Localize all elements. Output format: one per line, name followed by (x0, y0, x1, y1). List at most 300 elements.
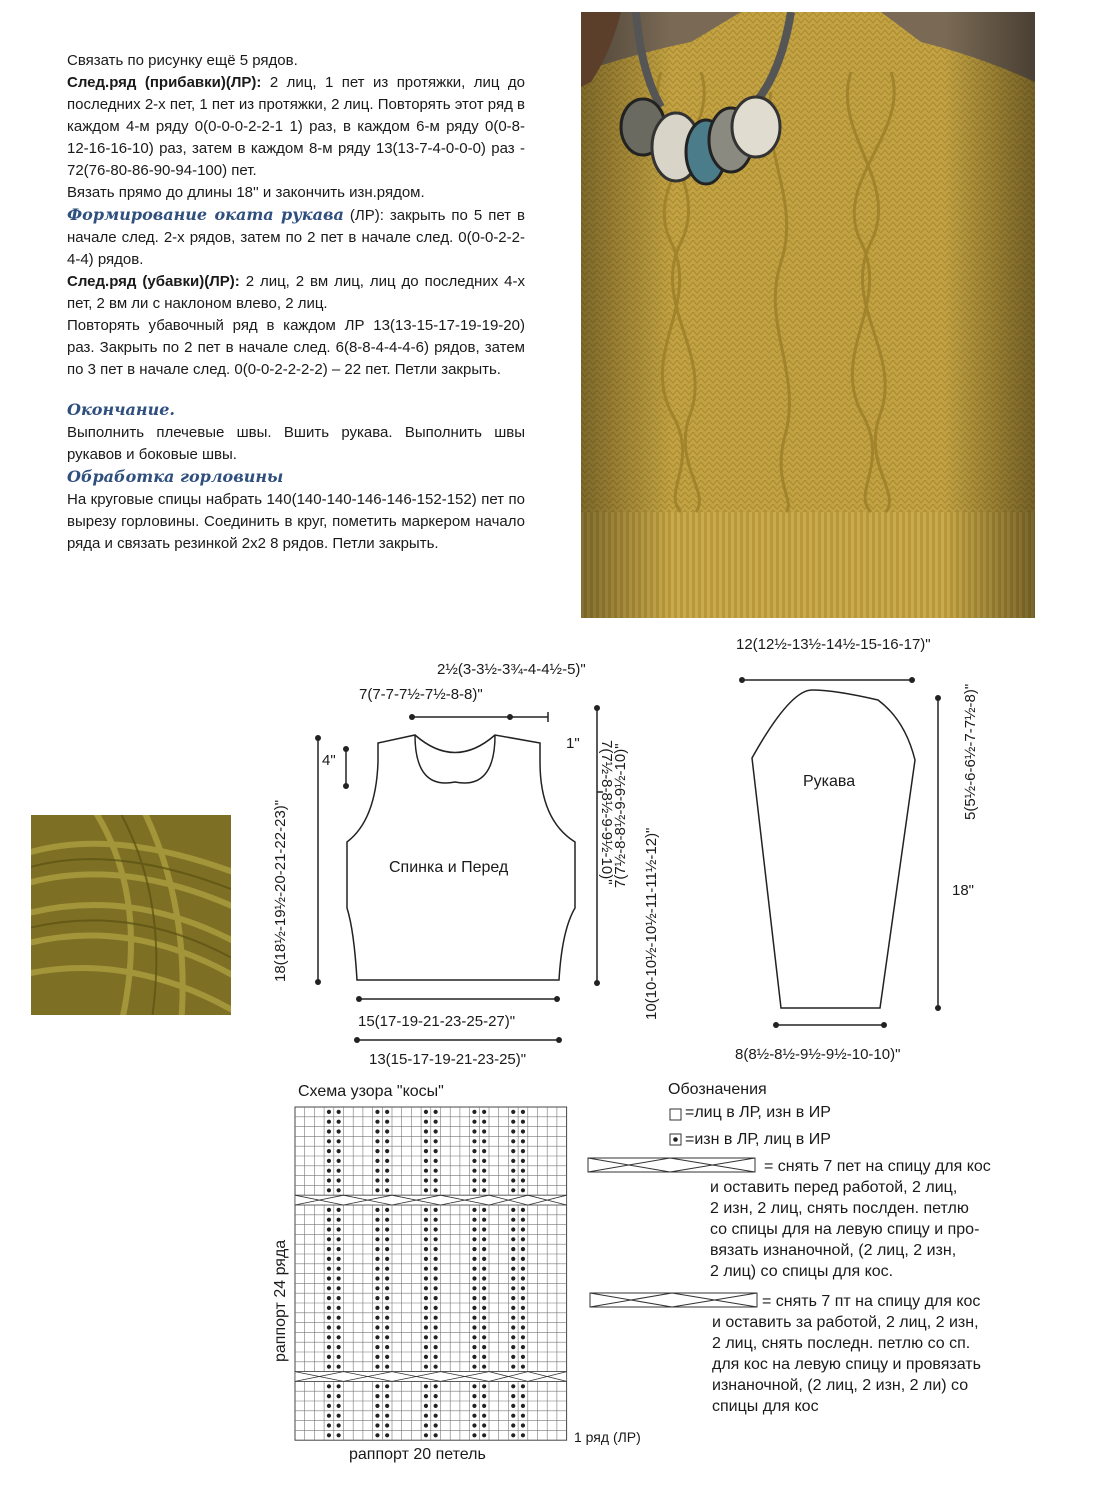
purl-dot (472, 1149, 476, 1153)
purl-dot (482, 1365, 486, 1369)
purl-dot (337, 1120, 341, 1124)
purl-dot (482, 1384, 486, 1388)
para-finishing: Выполнить плечевые швы. Вшить рукава. Выполнить швы рукавов и боковые швы. (67, 424, 525, 463)
purl-dot (385, 1394, 389, 1398)
legend-cable-front-line: = снять 7 пет на спицу для кос (764, 1158, 991, 1175)
purl-dot (424, 1404, 428, 1408)
purl-dot (424, 1149, 428, 1153)
purl-dot (511, 1345, 515, 1349)
para-increase-text: 2 лиц, 1 пет из протяжки, лиц до последних 2-х пет, 1 пет из протяжки, 2 лиц. Повторять этот ряд в каждом 4-м ряду 0(0-0-0-2-2-1 1) раз, в каждом 6-м ряду 0(0-8-12-16-16-10) раз, затем в каждом 8-м ряду 13(13-7-4-0-0-0) раз - 72(76-80-86-90-94-100) пет. (67, 74, 525, 179)
purl-dot (511, 1433, 515, 1437)
purl-dot (424, 1188, 428, 1192)
legend-cable-back-line: 2 лиц, снять последн. петлю со сп. (712, 1335, 971, 1352)
purl-dot (337, 1414, 341, 1418)
purl-dot (337, 1178, 341, 1182)
purl-dot (375, 1218, 379, 1222)
legend-cable-back-line: и оставить за работой, 2 лиц, 2 изн, (712, 1314, 979, 1331)
purl-dot (375, 1325, 379, 1329)
purl-dot (482, 1178, 486, 1182)
purl-dot (375, 1208, 379, 1212)
purl-dot (385, 1129, 389, 1133)
purl-dot (375, 1423, 379, 1427)
legend-cable-back-line: для кос на левую спицу и провязать (712, 1356, 981, 1373)
purl-dot (482, 1208, 486, 1212)
purl-dot (434, 1149, 438, 1153)
purl-dot (375, 1227, 379, 1231)
purl-dot (511, 1423, 515, 1427)
neck-depth-label: 2½(3-3½-3¾-4-4½-5)" (437, 661, 586, 678)
knit-symbol (670, 1109, 681, 1120)
purl-dot (482, 1120, 486, 1124)
purl-dot (337, 1306, 341, 1310)
purl-dot (482, 1169, 486, 1173)
purl-dot (521, 1129, 525, 1133)
purl-dot (511, 1384, 515, 1388)
height-label: 18(18½-19½-20-21-22-23)" (272, 799, 289, 982)
purl-dot (482, 1218, 486, 1222)
purl-dot (472, 1129, 476, 1133)
legend-cable-front-line: и оставить перед работой, 2 лиц, (710, 1179, 958, 1196)
purl-dot (385, 1188, 389, 1192)
purl-dot (472, 1286, 476, 1290)
purl-dot (327, 1110, 331, 1114)
purl-dot (327, 1276, 331, 1280)
purl-dot (521, 1433, 525, 1437)
purl-dot (482, 1433, 486, 1437)
purl-dot (434, 1306, 438, 1310)
purl-dot (385, 1227, 389, 1231)
purl-dot (482, 1316, 486, 1320)
chart-sts-label: раппорт 20 петель (349, 1446, 486, 1463)
purl-dot (385, 1149, 389, 1153)
sleeve-outline (752, 690, 915, 1008)
purl-dot (472, 1247, 476, 1251)
purl-dot (482, 1257, 486, 1261)
legend-cable-back (712, 1291, 981, 1417)
heading-finishing: Окончание. (67, 400, 175, 419)
purl-dot (521, 1404, 525, 1408)
purl-dot (375, 1365, 379, 1369)
purl-dot (385, 1178, 389, 1182)
purl-dot (327, 1120, 331, 1124)
purl-dot (327, 1129, 331, 1133)
armhole-label: 7(7½-8-8½-9-9½-10)" (612, 743, 629, 888)
purl-dot (327, 1306, 331, 1310)
purl-dot (424, 1257, 428, 1261)
purl-dot (521, 1159, 525, 1163)
purl-dot (385, 1433, 389, 1437)
purl-dot (327, 1208, 331, 1212)
purl-dot (385, 1335, 389, 1339)
purl-dot (482, 1335, 486, 1339)
purl-dot (337, 1355, 341, 1359)
purl-dot (521, 1423, 525, 1427)
purl-dot (327, 1139, 331, 1143)
purl-dot (337, 1276, 341, 1280)
legend-cable-front-line: 2 изн, 2 лиц, снять послден. петлю (710, 1200, 969, 1217)
purl-dot (434, 1247, 438, 1251)
purl-dot (337, 1286, 341, 1290)
purl-dot (375, 1345, 379, 1349)
purl-dot (472, 1335, 476, 1339)
purl-dot (521, 1267, 525, 1271)
purl-dot (327, 1384, 331, 1388)
heading-neckband: Обработка горловины (67, 467, 284, 486)
purl-dot (482, 1110, 486, 1114)
para-cap-text: (ЛР): закрыть по 5 пет в начале след. 2-х рядов, затем по 2 пет в начале след. 0(0-0-2-2-4-4) рядов. (67, 207, 525, 268)
purl-dot (511, 1286, 515, 1290)
purl-dot (434, 1276, 438, 1280)
purl-dot (337, 1335, 341, 1339)
purl-dot (375, 1247, 379, 1251)
purl-dot (482, 1394, 486, 1398)
sleeve-top-label: 12(12½-13½-14½-15-16-17)" (736, 636, 931, 653)
purl-dot (375, 1139, 379, 1143)
purl-dot (424, 1237, 428, 1241)
purl-dot (511, 1335, 515, 1339)
purl-dot (521, 1208, 525, 1212)
purl-dot (472, 1169, 476, 1173)
purl-dot (511, 1247, 515, 1251)
purl-dot (434, 1188, 438, 1192)
purl-dot (434, 1414, 438, 1418)
legend-cable-front-line: 2 лиц) со спицы для кос. (710, 1263, 894, 1280)
purl-dot (327, 1433, 331, 1437)
purl-dot (327, 1237, 331, 1241)
purl-dot (521, 1394, 525, 1398)
purl-dot (424, 1267, 428, 1271)
para-decrease-label: След.ряд (убавки)(ЛР): (67, 273, 240, 290)
purl-dot (472, 1227, 476, 1231)
purl-dot (327, 1394, 331, 1398)
body-title: Спинка и Перед (389, 859, 509, 876)
purl-dot (327, 1218, 331, 1222)
legend-cable-back-line: изнаночной, (2 лиц, 2 изн, 2 ли) со (712, 1377, 969, 1394)
purl-dot (424, 1423, 428, 1427)
purl-dot (434, 1110, 438, 1114)
purl-dot (375, 1335, 379, 1339)
purl-dot (424, 1365, 428, 1369)
purl-dot (472, 1267, 476, 1271)
purl-dot (521, 1178, 525, 1182)
purl-dot (424, 1316, 428, 1320)
upper-label: 7(7½-8-8½-9-9½-10)" (598, 740, 615, 885)
purl-dot (424, 1129, 428, 1133)
purl-dot (511, 1218, 515, 1222)
purl-dot (511, 1120, 515, 1124)
legend-cable-front-line: вязать изнаночной, (2 лиц, 2 изн, (710, 1242, 957, 1259)
purl-dot (385, 1218, 389, 1222)
purl-dot (337, 1208, 341, 1212)
purl-dot (521, 1316, 525, 1320)
purl-dot (511, 1129, 515, 1133)
purl-dot (511, 1276, 515, 1280)
purl-dot (482, 1159, 486, 1163)
purl-dot (385, 1110, 389, 1114)
purl-dot (472, 1365, 476, 1369)
neckline (415, 735, 495, 783)
purl-dot (511, 1414, 515, 1418)
purl-dot (337, 1267, 341, 1271)
purl-dot (375, 1316, 379, 1320)
purl-dot (375, 1267, 379, 1271)
purl-dot (511, 1149, 515, 1153)
purl-dot (385, 1365, 389, 1369)
purl-dot (434, 1257, 438, 1261)
purl-dot (521, 1149, 525, 1153)
purl-dot (424, 1227, 428, 1231)
legend-cable-back-line: спицы для кос (712, 1398, 819, 1415)
purl-dot (472, 1120, 476, 1124)
purl-dot (482, 1423, 486, 1427)
shoulder-label: 7(7-7-7½-7½-8-8)" (359, 686, 483, 703)
purl-dot (375, 1296, 379, 1300)
purl-dot (385, 1208, 389, 1212)
para-decrease-text: 2 лиц, 2 вм лиц, лиц до последних 4-х пет, 2 вм ли с наклоном влево, 2 лиц. (67, 273, 525, 312)
purl-dot (327, 1188, 331, 1192)
heading-sleeve-cap: Формирование оката рукава (67, 205, 344, 224)
purl-dot (424, 1355, 428, 1359)
purl-dot (424, 1208, 428, 1212)
purl-dot (434, 1345, 438, 1349)
purl-dot (472, 1384, 476, 1388)
purl-dot (375, 1149, 379, 1153)
purl-dot (375, 1257, 379, 1261)
purl-dot (482, 1139, 486, 1143)
purl-dot (337, 1139, 341, 1143)
purl-dot (375, 1188, 379, 1192)
legend-cable-front (710, 1156, 991, 1282)
purl-dot (424, 1110, 428, 1114)
purl-dot (511, 1139, 515, 1143)
purl-dot (511, 1306, 515, 1310)
purl-dot (521, 1169, 525, 1173)
purl-dot (482, 1129, 486, 1133)
purl-dot (327, 1267, 331, 1271)
purl-dot (434, 1129, 438, 1133)
sleeve-title: Рукава (803, 773, 856, 790)
purl-dot (521, 1414, 525, 1418)
purl-dot (385, 1257, 389, 1261)
purl-dot (385, 1325, 389, 1329)
purl-dot (424, 1139, 428, 1143)
purl-dot (434, 1296, 438, 1300)
one-inch-label: 1" (566, 735, 580, 752)
purl-dot (375, 1286, 379, 1290)
purl-dot (482, 1247, 486, 1251)
purl-dot (337, 1257, 341, 1261)
purl-dot (327, 1355, 331, 1359)
width-bottom-label: 13(15-17-19-21-23-25)" (369, 1051, 527, 1068)
purl-dot (472, 1414, 476, 1418)
purl-dot (472, 1306, 476, 1310)
purl-dot (472, 1159, 476, 1163)
purl-dot (327, 1247, 331, 1251)
purl-dot (337, 1218, 341, 1222)
purl-dot (375, 1355, 379, 1359)
purl-dot (375, 1169, 379, 1173)
purl-dot (327, 1316, 331, 1320)
legend-cable-front-line: со спицы для на левую спицу и про- (710, 1221, 980, 1238)
purl-dot (385, 1237, 389, 1241)
sleeve-length-label: 18" (952, 882, 975, 899)
purl-dot (327, 1325, 331, 1329)
purl-dot (337, 1433, 341, 1437)
purl-dot (337, 1159, 341, 1163)
cable-chart-grid (295, 1107, 567, 1440)
purl-dot (385, 1423, 389, 1427)
purl-dot (482, 1267, 486, 1271)
purl-dot (337, 1384, 341, 1388)
purl-dot (327, 1296, 331, 1300)
purl-dot (434, 1394, 438, 1398)
purl-dot (511, 1325, 515, 1329)
purl-dot (327, 1257, 331, 1261)
purl-dot (434, 1218, 438, 1222)
purl-dot (424, 1325, 428, 1329)
purl-dot (511, 1208, 515, 1212)
purl-dot (424, 1433, 428, 1437)
purl-dot (521, 1306, 525, 1310)
purl-dot (521, 1110, 525, 1114)
purl-dot (472, 1178, 476, 1182)
purl-dot (521, 1218, 525, 1222)
purl-dot (511, 1257, 515, 1261)
purl-dot (434, 1404, 438, 1408)
purl-dot (424, 1335, 428, 1339)
purl-dot (482, 1345, 486, 1349)
purl-dot (375, 1237, 379, 1241)
width-top-label: 15(17-19-21-23-25-27)" (358, 1013, 516, 1030)
purl-dot (434, 1208, 438, 1212)
legend-title: Обозначения (668, 1081, 767, 1098)
purl-dot (511, 1316, 515, 1320)
purl-dot (511, 1169, 515, 1173)
purl-dot (482, 1355, 486, 1359)
purl-dot (434, 1159, 438, 1163)
purl-dot (385, 1306, 389, 1310)
purl-dot (472, 1237, 476, 1241)
purl-dot (521, 1227, 525, 1231)
purl-dot (434, 1355, 438, 1359)
purl-dot (511, 1178, 515, 1182)
purl-dot (385, 1267, 389, 1271)
side-label: 10(10-10½-10½-11-11½-12)" (643, 827, 660, 1020)
purl-dot (424, 1276, 428, 1280)
purl-dot (511, 1296, 515, 1300)
purl-dot (434, 1120, 438, 1124)
purl-dot (482, 1306, 486, 1310)
purl-dot (521, 1355, 525, 1359)
purl-dot (511, 1159, 515, 1163)
purl-dot (337, 1325, 341, 1329)
purl-dot (337, 1129, 341, 1133)
purl-dot (521, 1325, 525, 1329)
purl-dot (472, 1257, 476, 1261)
purl-dot (327, 1169, 331, 1173)
purl-dot (482, 1404, 486, 1408)
purl-dot (434, 1433, 438, 1437)
purl-dot (434, 1139, 438, 1143)
purl-dot (424, 1159, 428, 1163)
purl-dot (511, 1227, 515, 1231)
purl-dot (521, 1276, 525, 1280)
purl-dot (521, 1257, 525, 1261)
purl-dot (385, 1384, 389, 1388)
purl-dot (424, 1394, 428, 1398)
purl-dot (337, 1345, 341, 1349)
purl-dot (521, 1120, 525, 1124)
purl-dot (327, 1365, 331, 1369)
purl-dot (472, 1355, 476, 1359)
purl-dot (327, 1159, 331, 1163)
purl-dot (375, 1384, 379, 1388)
purl-dot (434, 1325, 438, 1329)
purl-dot (327, 1286, 331, 1290)
purl-dot (337, 1394, 341, 1398)
purl-dot (521, 1286, 525, 1290)
purl-dot (424, 1120, 428, 1124)
purl-dot (327, 1423, 331, 1427)
purl-dot (434, 1423, 438, 1427)
purl-dot (375, 1178, 379, 1182)
purl-dot (424, 1286, 428, 1290)
purl-dot (472, 1139, 476, 1143)
purl-dot (424, 1384, 428, 1388)
purl-dot (521, 1384, 525, 1388)
purl-dot (472, 1218, 476, 1222)
purl-dot (521, 1335, 525, 1339)
purl-dot (327, 1345, 331, 1349)
purl-dot (375, 1414, 379, 1418)
chart-title: Схема узора "косы" (298, 1083, 444, 1100)
purl-dot (375, 1404, 379, 1408)
purl-dot (511, 1267, 515, 1271)
purl-dot (521, 1188, 525, 1192)
purl-dot (521, 1247, 525, 1251)
para-rows: Связать по рисунку ещё 5 рядов. (67, 52, 298, 69)
chart-rows-label: раппорт 24 ряда (272, 1239, 289, 1362)
chart-row1-label: 1 ряд (ЛР) (574, 1429, 641, 1445)
purl-dot (424, 1247, 428, 1251)
purl-dot (434, 1169, 438, 1173)
purl-dot (327, 1178, 331, 1182)
purl-dot (511, 1365, 515, 1369)
purl-dot (472, 1110, 476, 1114)
purl-dot (434, 1335, 438, 1339)
purl-dot (511, 1110, 515, 1114)
purl-dot (337, 1149, 341, 1153)
purl-dot (434, 1178, 438, 1182)
purl-dot (424, 1306, 428, 1310)
purl-dot (327, 1414, 331, 1418)
purl-dot (434, 1227, 438, 1231)
purl-dot (385, 1414, 389, 1418)
purl-dot (424, 1218, 428, 1222)
purl-dot (337, 1227, 341, 1231)
para-length: Вязать прямо до длины 18'' и закончить изн.рядом. (67, 184, 425, 201)
purl-dot (337, 1169, 341, 1173)
purl-dot (482, 1325, 486, 1329)
legend-cable-back-line: = снять 7 пт на спицу для кос (762, 1293, 981, 1310)
purl-dot (385, 1247, 389, 1251)
purl-dot (337, 1365, 341, 1369)
purl-dot (482, 1227, 486, 1231)
purl-dot (424, 1345, 428, 1349)
purl-dot (521, 1139, 525, 1143)
purl-dot (482, 1286, 486, 1290)
purl-dot (375, 1110, 379, 1114)
